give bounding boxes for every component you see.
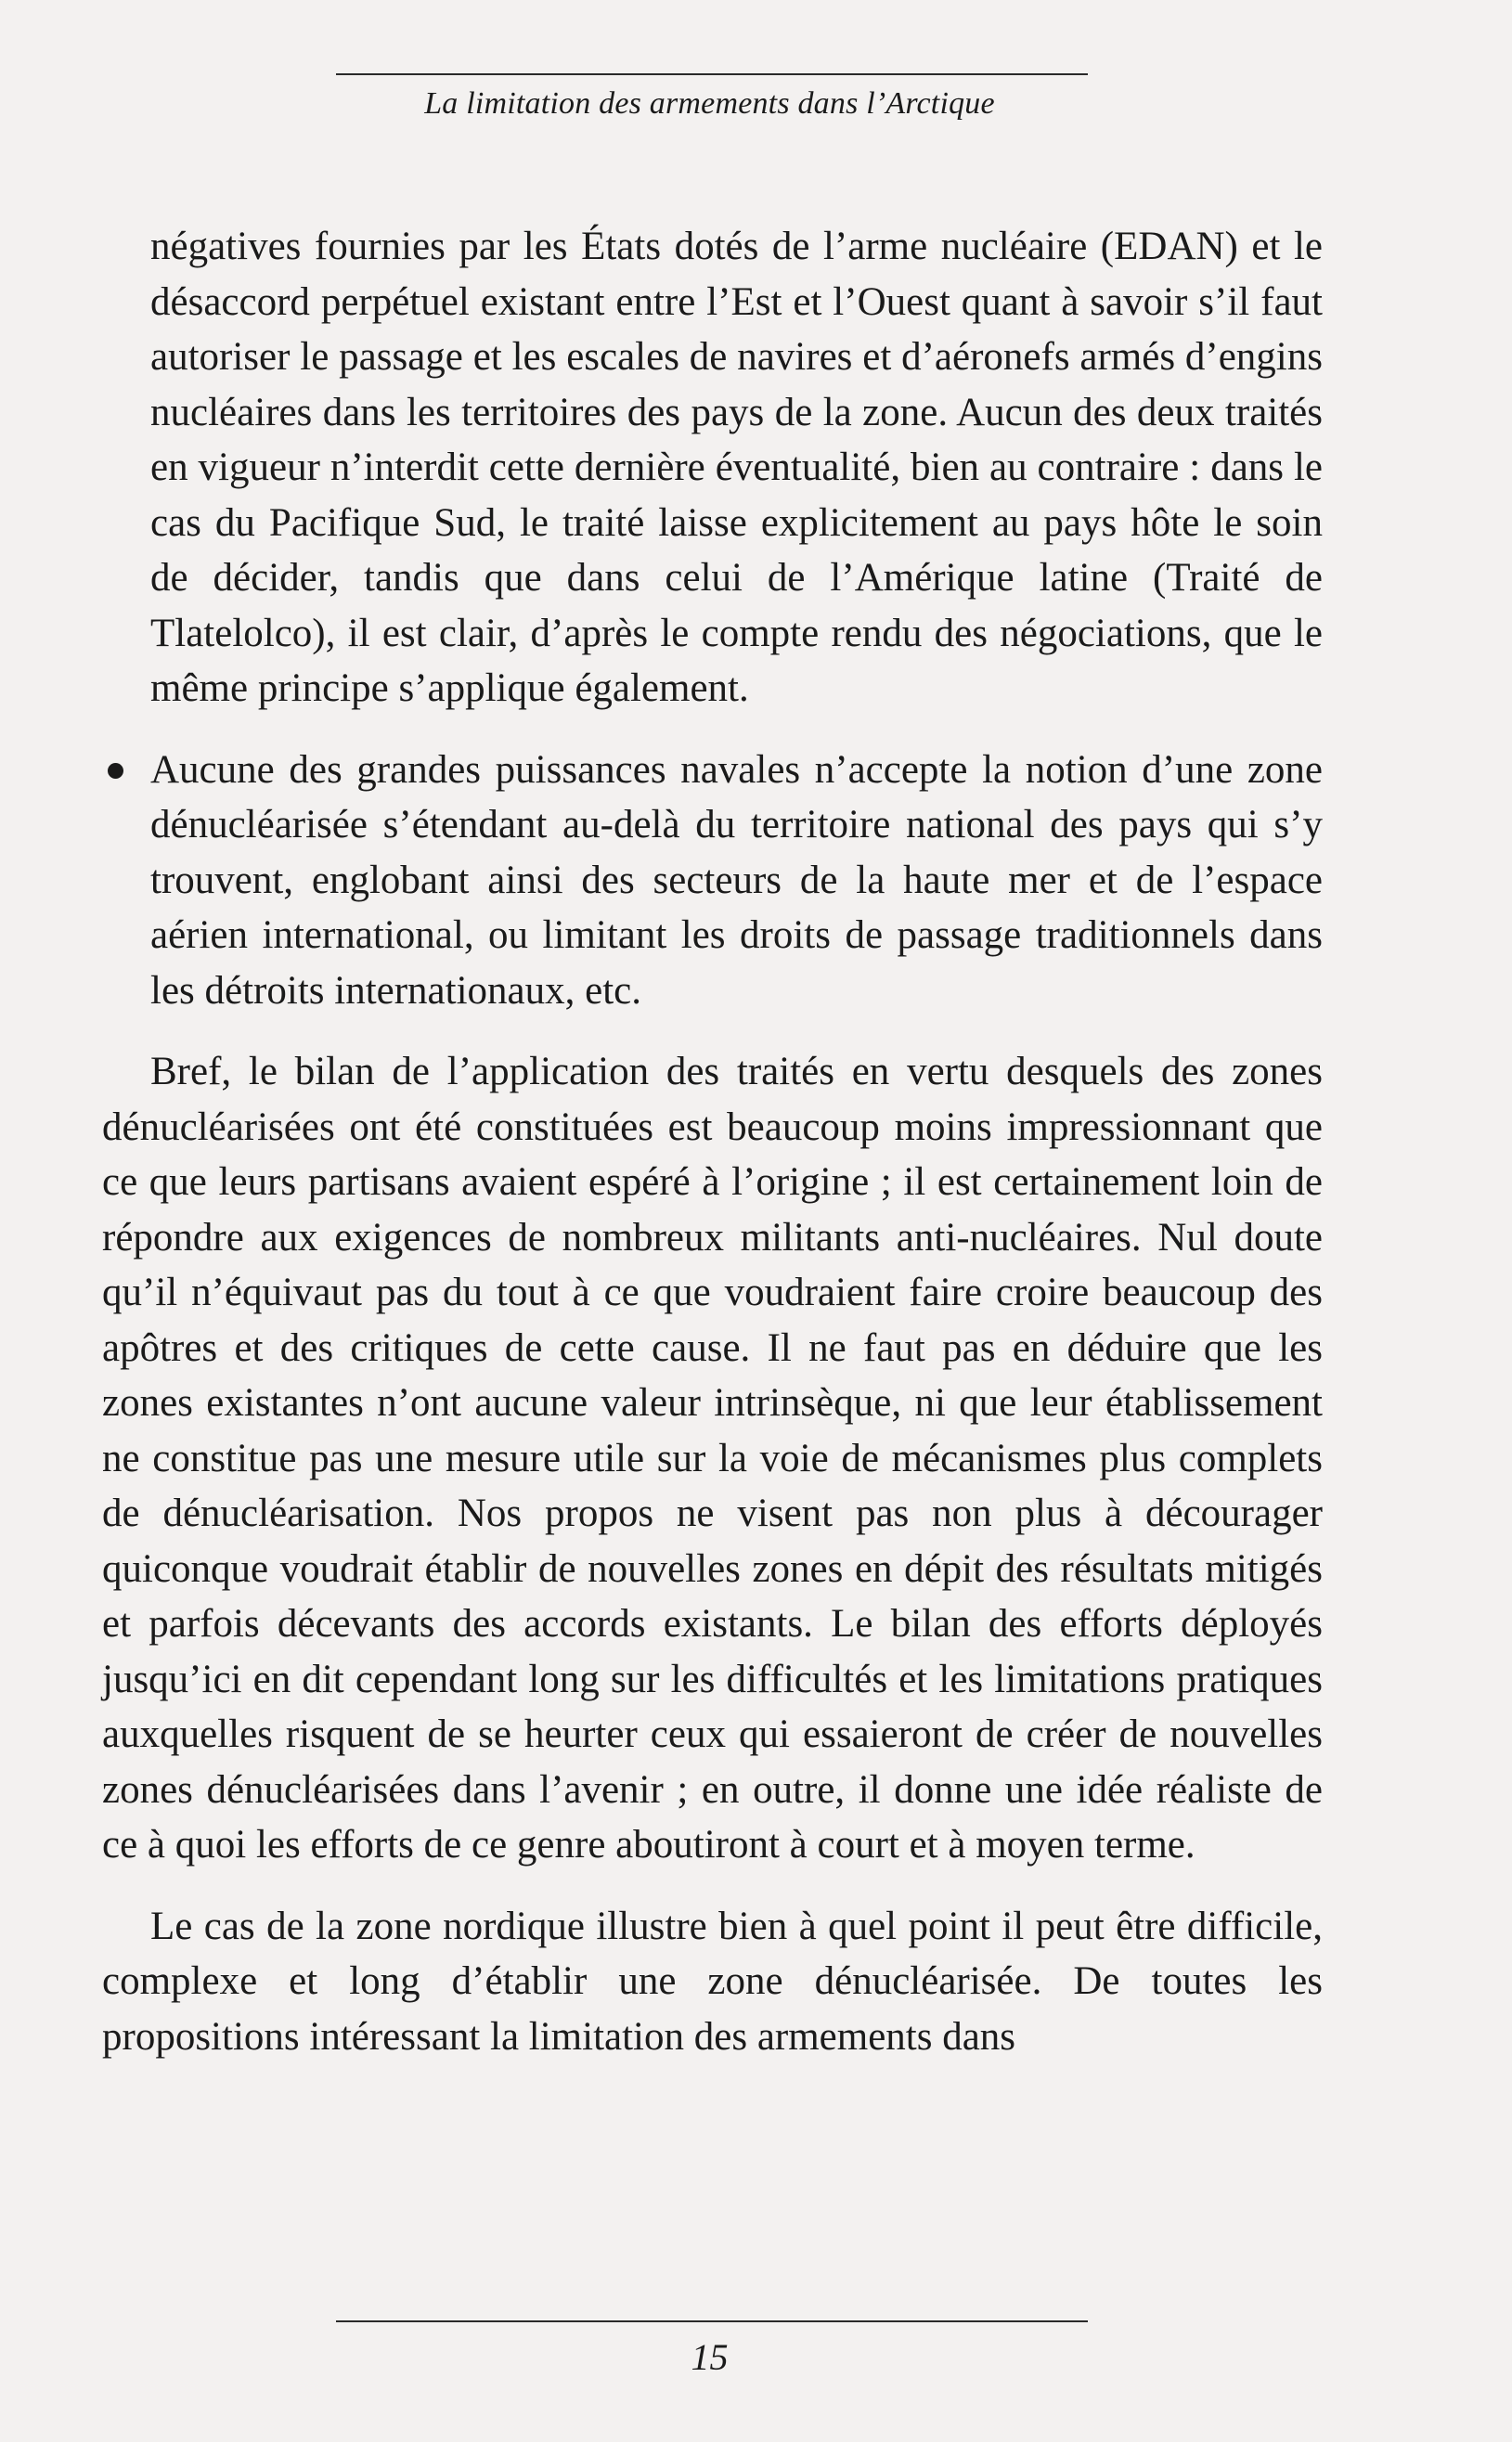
bullet-item-text: Aucune des grandes puissances navales n’accepte la notion d’une zone dénucléarisée s’étendant au-delà du territoire national des pays qui s’y trouvent, englobant ainsi des secteurs de la haute mer et de l’espace aérien international, ou limitant les droits de passage traditionnels dans les détroits internationaux, etc. <box>150 747 1323 1013</box>
running-title: La limitation des armements dans l’Arctique <box>424 86 995 121</box>
paragraph: Le cas de la zone nordique illustre bien à quel point il peut être difficile, complexe et long d’établir une zone dénucléarisée. De toutes les propositions intéressant la limitation des armements dans <box>102 1904 1323 2059</box>
header-rule <box>336 73 1088 75</box>
bullet-icon <box>108 763 123 779</box>
paragraph: Bref, le bilan de l’application des traités en vertu desquels des zones dénucléarisées ont été constituées est beaucoup moins impressionnant que ce que leurs partisans avaient espéré à l’origine ; il est certainement loin de répondre aux exigences de nombreux militants anti-nucléaires. Nul doute qu’il n’équivaut pas du tout à ce que voudraient faire croire beaucoup des apôtres et des critiques de cette cause. Il ne faut pas en déduire que les zones existantes n’ont aucune valeur intrinsèque, ni que leur établissement ne constitue pas une mesure utile sur la voie de mécanismes plus complets de dénucléarisation. Nos propos ne visent pas non plus à décourager quiconque voudrait établir de nouvelles zones en dépit des résultats mitigés et parfois décevants des accords existants. Le bilan des efforts déployés jusqu’ici en dit cependant long sur les difficultés et les limitations pratiques auxquelles risquent de se heurter ceux qui essaieront de créer de nouvelles zones dénucléarisées dans l’avenir ; en outre, il donne une idée réaliste de ce à quoi les efforts de ce genre aboutiront à court et à moyen terme. <box>102 1050 1323 1867</box>
footer-rule <box>336 2320 1088 2322</box>
page-number: 15 <box>691 2336 729 2378</box>
bullet-list-item <box>102 743 1323 1019</box>
page-body <box>102 219 1323 2064</box>
paragraph-continuation: négatives fournies par les États dotés de l’arme nucléaire (EDAN) et le désaccord perpétuel existant entre l’Est et l’Ouest quant à savoir s’il faut autoriser le passage et les escales de navires et d’aéronefs armés d’engins nucléaires dans les territoires des pays de la zone. Aucun des deux traités en vigueur n’interdit cette dernière éventualité, bien au contraire : dans le cas du Pacifique Sud, le traité laisse explicitement au pays hôte le soin de décider, tandis que dans celui de l’Amérique latine (Traité de Tlatelolco), il est clair, d’après le compte rendu des négociations, que le même principe s’applique également. <box>150 225 1323 710</box>
